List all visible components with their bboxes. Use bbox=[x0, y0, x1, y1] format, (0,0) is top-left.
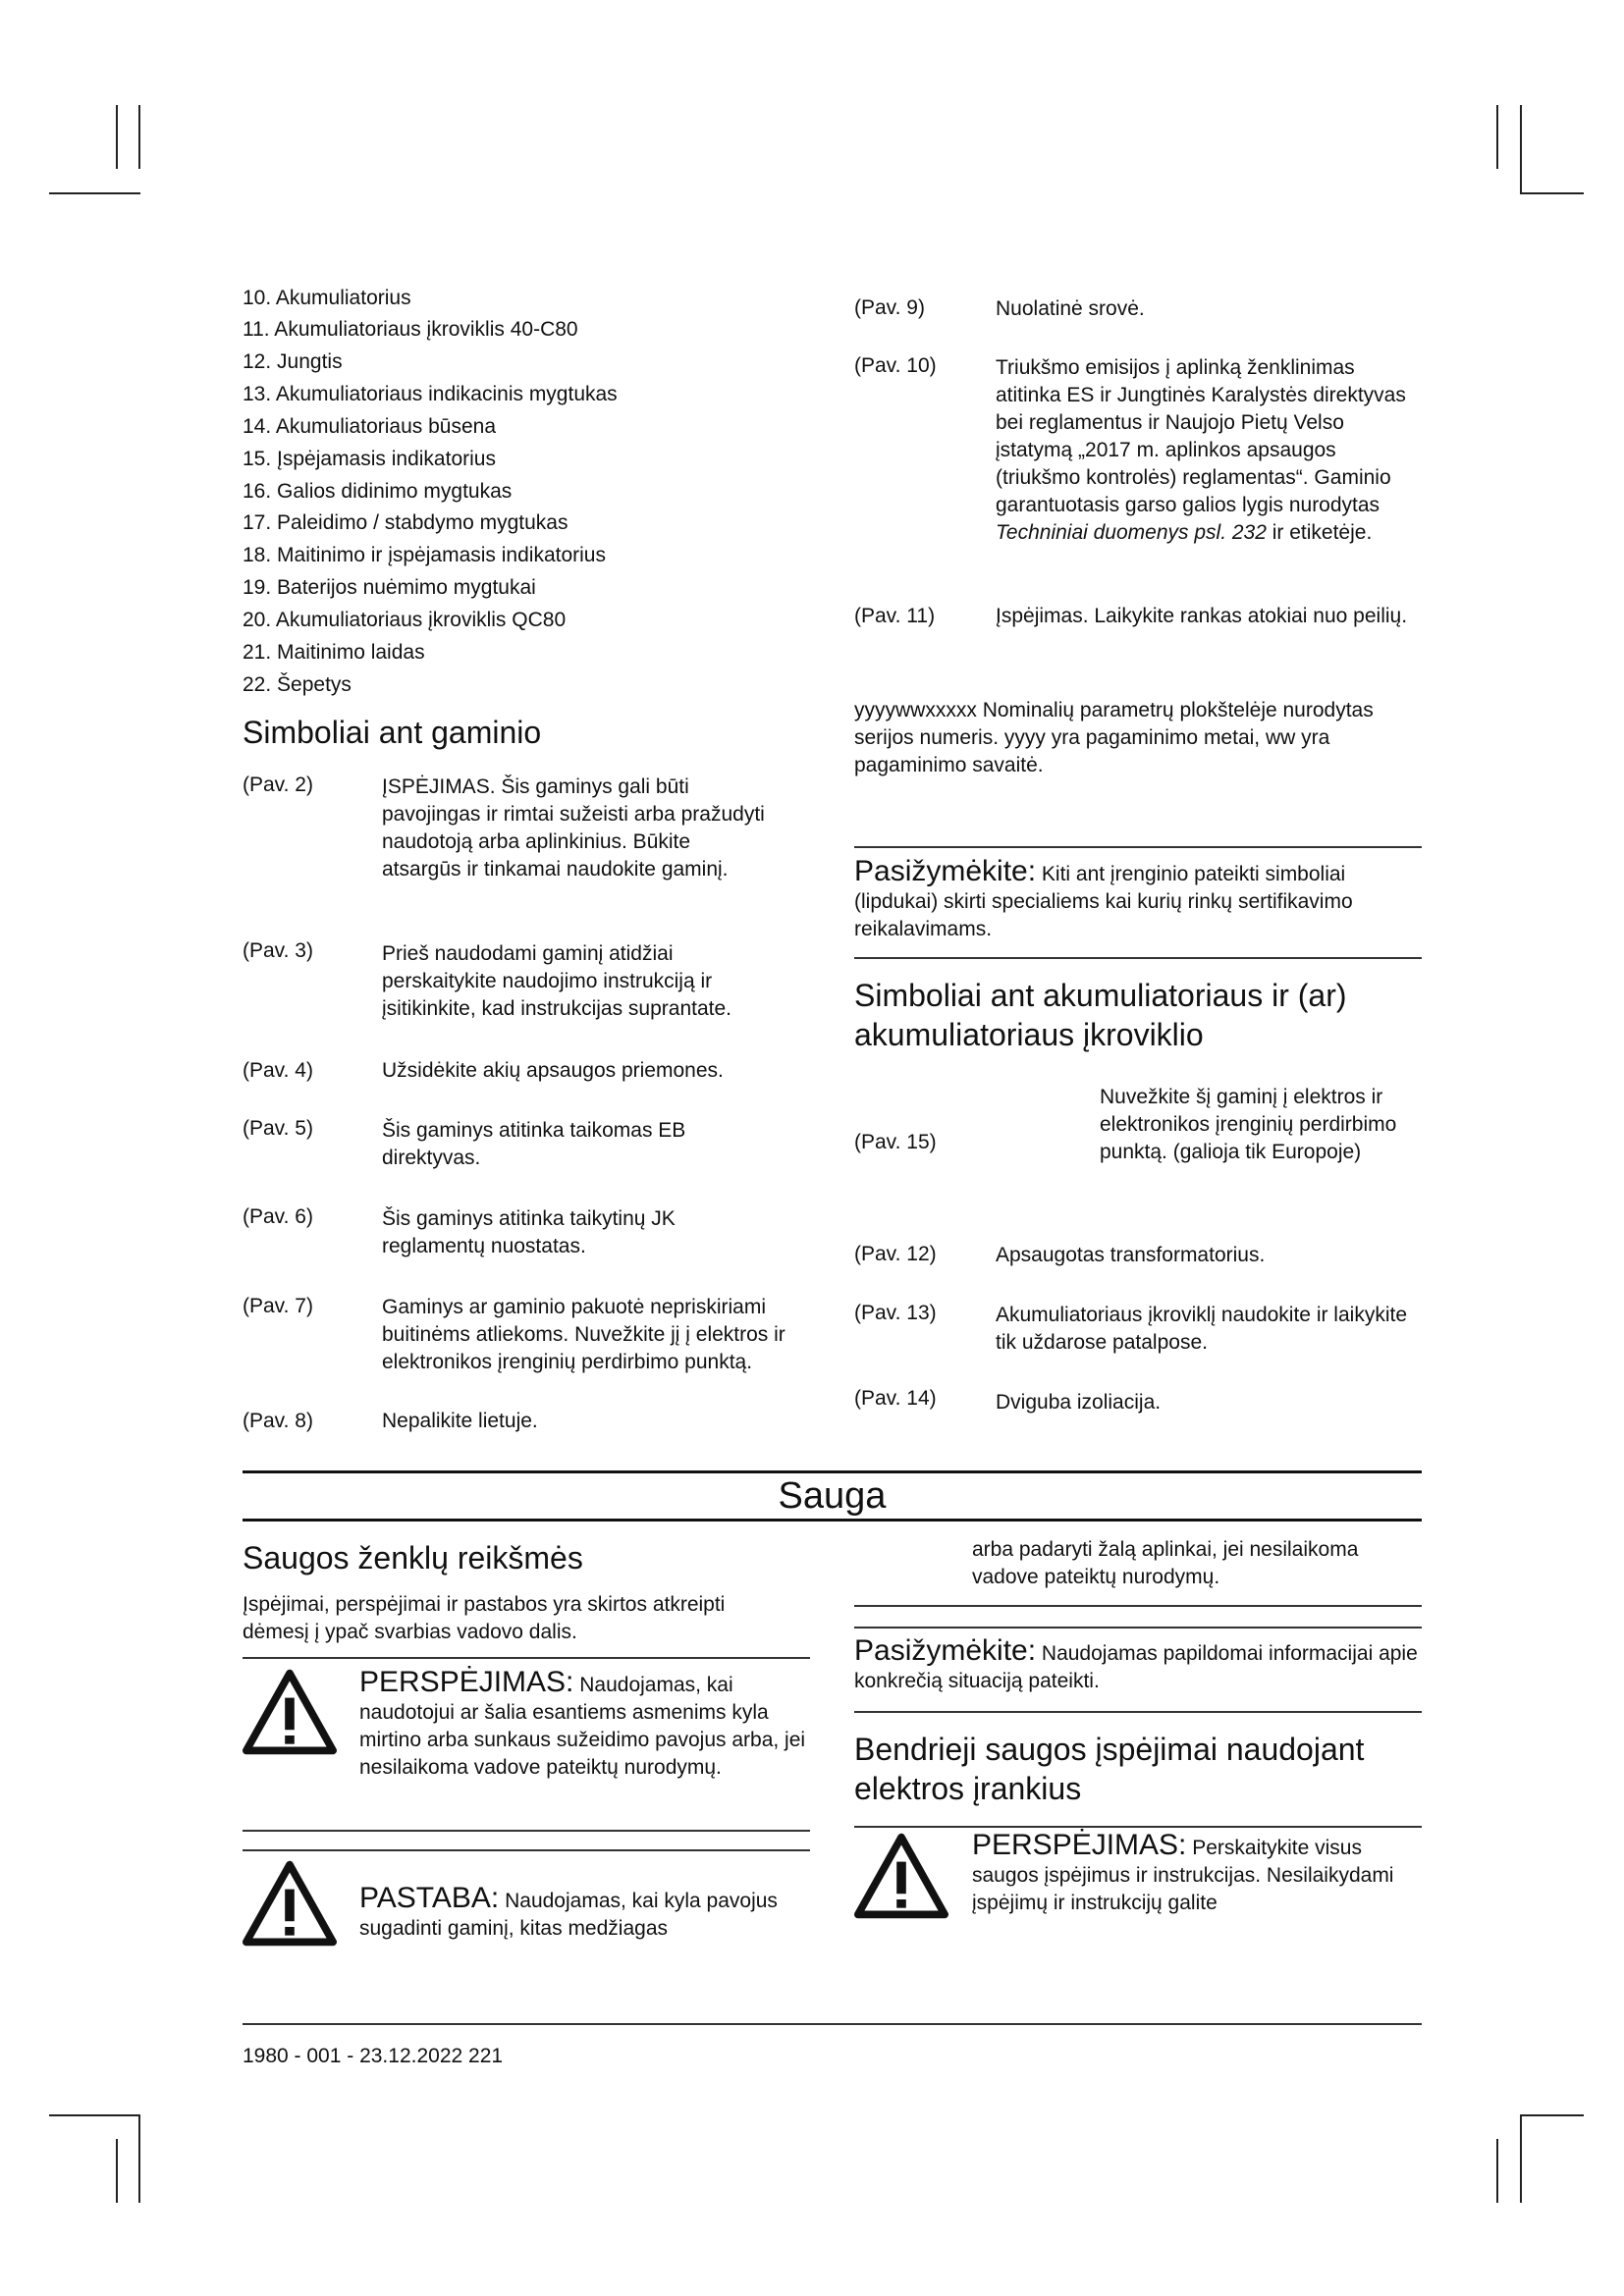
list-item: 22. Šepetys bbox=[243, 673, 352, 696]
warning-box bbox=[359, 1666, 811, 1782]
pav-ref: (Pav. 14) bbox=[854, 1387, 937, 1410]
crop-mark bbox=[138, 2114, 140, 2203]
serial-number-description bbox=[854, 697, 1409, 779]
pav-description: Nepalikite lietuje. bbox=[382, 1410, 538, 1432]
pav-description: Šis gaminys atitinka taikomas EB direktyvas. bbox=[382, 1119, 686, 1169]
pav-ref: (Pav. 11) bbox=[854, 605, 936, 627]
pav-ref: (Pav. 12) bbox=[854, 1243, 937, 1265]
list-item: 12. Jungtis bbox=[243, 350, 343, 373]
note-label: Pasižymėkite: bbox=[854, 1634, 1037, 1667]
crop-mark bbox=[1496, 2139, 1498, 2203]
meaning-heading: Saugos ženklų reikšmės bbox=[243, 1540, 583, 1575]
list-item: 11. Akumuliatoriaus įkroviklis 40-C80 bbox=[243, 318, 578, 341]
note-text: Kiti ant įrenginio pateikti simboliai (lipdukai) skirti specialiems kai kurių rinkų sertifikavimo reikalavimams. bbox=[854, 863, 1353, 940]
serial-code: yyyywwxxxxx bbox=[854, 699, 977, 721]
note-box bbox=[854, 855, 1419, 943]
caution-box bbox=[359, 1882, 811, 1943]
list-item: 17. Paleidimo / stabdymo mygtukas bbox=[243, 511, 568, 534]
note-text: Naudojamas papildomai informacijai apie konkrečią situaciją pateikti. bbox=[854, 1642, 1418, 1692]
section-rule-bottom bbox=[243, 1519, 1422, 1522]
divider bbox=[854, 1605, 1422, 1607]
caution-text: Naudojamas, kai kyla pavojus sugadinti gaminį, kitas medžiagas bbox=[359, 1890, 778, 1940]
list-item: 10. Akumuliatorius bbox=[243, 287, 411, 309]
pav-ref: (Pav. 15) bbox=[854, 1131, 937, 1153]
pav-description: Šis gaminys atitinka taikytinų JK reglamentų nuostatas. bbox=[382, 1207, 676, 1257]
pav-ref: (Pav. 4) bbox=[243, 1059, 313, 1082]
list-item: 18. Maitinimo ir įspėjamasis indikatorius bbox=[243, 544, 606, 566]
warning-text: Naudojamas, kai naudotojui ar šalia esantiems asmenims kyla mirtino arba sunkaus sužeidimo pavojus arba, jei nesilaikoma vadove pateiktų nurodymų. bbox=[359, 1674, 806, 1779]
pav-description: Akumuliatoriaus įkroviklį naudokite ir laikykite tik uždarose patalpose. bbox=[996, 1304, 1407, 1354]
crop-mark bbox=[49, 192, 140, 194]
crop-mark bbox=[116, 105, 118, 169]
serial-text: Nominalių parametrų plokštelėje nurodytas serijos numeris. yyyy yra pagaminimo metai, ww yra pagaminimo savaitė. bbox=[854, 699, 1374, 776]
symbols-heading: Simboliai ant gaminio bbox=[243, 715, 542, 750]
divider bbox=[243, 1830, 810, 1832]
crop-mark bbox=[1520, 2114, 1522, 2203]
pav-ref: (Pav. 6) bbox=[243, 1205, 313, 1228]
battery-heading: Simboliai ant akumuliatoriaus ir (ar) akumuliatoriaus įkroviklio bbox=[854, 978, 1347, 1052]
pav-ref: (Pav. 9) bbox=[854, 296, 925, 319]
pav-description: Įspėjimas. Laikykite rankas atokiai nuo peilių. bbox=[996, 605, 1408, 627]
pav-ref: (Pav. 10) bbox=[854, 354, 937, 377]
divider bbox=[854, 846, 1422, 848]
pav-description-tail: ir etiketėje. bbox=[1266, 521, 1373, 544]
pav-description-text: Triukšmo emisijos į aplinką ženklinimas atitinka ES ir Jungtinės Karalystės direktyvas bei reglamentus ir Naujojo Pietų Velso įstatymą „2017 m. aplinkos apsaugos (triukšmo kontrolės) reglamentas“. Gaminio garantuotasis garso galios lygis nurodytas bbox=[996, 356, 1406, 516]
warning-label: PERSPĖJIMAS: bbox=[972, 1829, 1187, 1861]
pav-description bbox=[996, 354, 1408, 547]
divider bbox=[243, 1849, 810, 1851]
crop-mark bbox=[1520, 2114, 1584, 2116]
pav-ref: (Pav. 5) bbox=[243, 1117, 313, 1140]
pav-description: ĮSPĖJIMAS. Šis gaminys gali būti pavojingas ir rimtai sužeisti arba pražudyti naudotoją arba aplinkinius. Būkite atsargūs ir tinkamai naudokite gaminį. bbox=[382, 775, 765, 881]
pav-ref: (Pav. 7) bbox=[243, 1295, 313, 1317]
warning-triangle-icon bbox=[243, 1669, 337, 1755]
crop-mark bbox=[49, 2114, 140, 2116]
crop-mark bbox=[138, 105, 140, 169]
pav-description: Užsidėkite akių apsaugos priemones. bbox=[382, 1059, 724, 1082]
list-item: 13. Akumuliatoriaus indikacinis mygtukas bbox=[243, 383, 618, 405]
section-rule-top bbox=[243, 1470, 1422, 1473]
warning-label: PERSPĖJIMAS: bbox=[359, 1666, 574, 1698]
note-label: Pasižymėkite: bbox=[854, 855, 1037, 887]
pav-ref: (Pav. 3) bbox=[243, 939, 313, 962]
crop-mark bbox=[1520, 192, 1584, 194]
meaning-intro: Įspėjimai, perspėjimai ir pastabos yra skirtos atkreipti dėmesį į ypač svarbias vadovo dalis. bbox=[243, 1593, 726, 1643]
warning-text: Perskaitykite visus saugos įspėjimus ir instrukcijas. Nesilaikydami įspėjimų ir instrukcijų galite bbox=[972, 1837, 1394, 1914]
list-item: 16. Galios didinimo mygtukas bbox=[243, 480, 513, 503]
divider bbox=[854, 1826, 1422, 1828]
caution-continued: arba padaryti žalą aplinkai, jei nesilaikoma vadove pateiktų nurodymų. bbox=[972, 1538, 1359, 1588]
crop-mark bbox=[116, 2139, 118, 2203]
pav-ref: (Pav. 2) bbox=[243, 774, 313, 796]
section-title: Sauga bbox=[778, 1475, 887, 1517]
crop-mark bbox=[1496, 105, 1498, 169]
pav-description: Prieš naudodami gaminį atidžiai perskaitykite naudojimo instrukciją ir įsitikinkite, kad instrukcijas suprantate. bbox=[382, 942, 731, 1020]
pav-ref: (Pav. 13) bbox=[854, 1302, 937, 1324]
pav-description: Dviguba izoliacija. bbox=[996, 1391, 1162, 1414]
pav-ref: (Pav. 8) bbox=[243, 1410, 313, 1432]
crop-mark bbox=[1520, 105, 1522, 193]
list-item: 19. Baterijos nuėmimo mygtukai bbox=[243, 576, 536, 599]
pav-description: Apsaugotas transformatorius. bbox=[996, 1244, 1266, 1266]
list-item: 14. Akumuliatoriaus būsena bbox=[243, 415, 496, 438]
footer-text: 1980 - 001 - 23.12.2022 221 bbox=[243, 2045, 504, 2067]
divider bbox=[243, 1657, 810, 1659]
list-item: 20. Akumuliatoriaus įkroviklis QC80 bbox=[243, 609, 567, 631]
pav-description: Gaminys ar gaminio pakuotė nepriskiriami buitinėms atliekoms. Nuvežkite jį į elektros ir elektronikos įrenginių perdirbimo punktą. bbox=[382, 1296, 785, 1373]
list-item: 21. Maitinimo laidas bbox=[243, 641, 425, 664]
page-reference: Techniniai duomenys psl. 232 bbox=[996, 521, 1267, 544]
note-box bbox=[854, 1634, 1419, 1695]
pav-description: Nuolatinė srovė. bbox=[996, 297, 1145, 320]
divider bbox=[854, 957, 1422, 959]
list-item: 15. Įspėjamasis indikatorius bbox=[243, 448, 496, 470]
footer-rule bbox=[243, 2023, 1422, 2025]
divider bbox=[854, 1711, 1422, 1713]
general-heading: Bendrieji saugos įspėjimai naudojant elektros įrankius bbox=[854, 1732, 1365, 1806]
warning-triangle-icon bbox=[243, 1860, 337, 1947]
pav-description: Nuvežkite šį gaminį į elektros ir elektronikos įrenginių perdirbimo punktą. (galioja tik Europoje) bbox=[1100, 1086, 1397, 1163]
warning-triangle-icon bbox=[854, 1833, 948, 1919]
caution-label: PASTABA: bbox=[359, 1882, 500, 1914]
warning-box bbox=[972, 1829, 1394, 1917]
divider bbox=[854, 1627, 1422, 1629]
